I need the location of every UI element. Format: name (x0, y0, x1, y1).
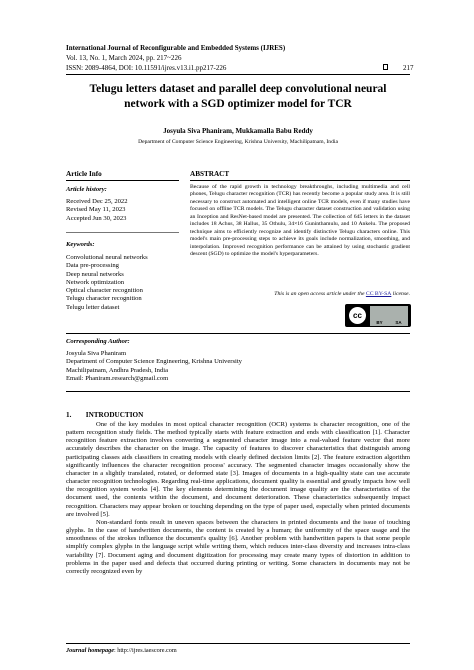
abstract-heading: ABSTRACT (190, 170, 230, 178)
authors: Josyula Siva Phaniram, Mukkamalla Babu Reddy (163, 127, 313, 135)
corresponding-bottom-rule (66, 391, 410, 392)
header-rule (66, 74, 410, 75)
corresponding-top-rule (66, 333, 410, 334)
open-access-prefix: This is an open access article under the (274, 291, 366, 297)
article-history-heading: Article history: (66, 186, 107, 193)
intro-paragraph-2: Non-standard fonts result in uneven spaces between the characters in printed documents and the issue of touching glyphs. In the case of handwritten documents, the content is created by a human; the uniformity of the space usage and the smoothness of the strokes influence the document's quality [6]. Another problem with handwritten papers is that some people simplify complex glyphs in the language script while writing them, which reduces inter-class diversity and increases intra-class variability [7]. Document aging and document digitization for processing may create many types of distortion in addition to problems in the paper used and defects that occurred during printing or writing. Some characters in documents may not be correctly recognized even by (66, 518, 410, 575)
keyword-item: Convolutional neural networks (66, 254, 148, 261)
keyword-item: Telugu character recognition (66, 295, 142, 303)
corresponding-email: Email: Phaniram.research@gmail.com (66, 374, 169, 382)
article-info-heading: Article Info (66, 170, 102, 178)
by-label: BY (376, 319, 383, 325)
keyword-item: Telugu letter dataset (66, 303, 120, 311)
volume-line: Vol. 13, No. 1, March 2024, pp. 217~226 (66, 54, 182, 62)
abstract-text: Because of the rapid growth in technology breakthroughs, including multimedia and cell phones, Telugu character recognition (TCR) has recently become a popular study area. It is still necessary to construct automated and intelligent online TCR models, even if many studies have focused on offline TCR models. The Telugu character dataset construction and validation using an Inception and ResNet-based model are presented. The collection of 645 letters in the dataset includes 18 Achus, 38 Hallus, 35 Othulu, 34×16 Guninthamulu, and 10 Ankelu. The proposed technique aims to efficiently recognize and identify distinctive Telugu characters online. This model's main pre-processing steps to achieve its goals include normalization, smoothing, and interpolation. Improved recognition performance can be attained by using stochastic gradient descent (SGD) to optimize the model's hyperparameters. (190, 184, 410, 258)
open-access-suffix: license. (391, 291, 410, 297)
corresponding-author-heading: Corresponding Author: (66, 338, 130, 345)
article-info-rule (66, 180, 179, 181)
keywords-list (66, 254, 148, 312)
sa-label: SA (395, 319, 402, 325)
keywords-heading: Keywords: (66, 241, 95, 248)
title-line-2: network with a SGD optimizer model for TCR (124, 98, 352, 110)
license-link[interactable]: CC BY-SA (365, 291, 392, 297)
cc-license-badge[interactable] (345, 304, 411, 327)
article-history-list (66, 198, 128, 223)
introduction-body (66, 421, 410, 576)
by-sa-icons (370, 306, 408, 326)
keyword-item: Optical character recognition (66, 287, 143, 295)
section-heading-introduction: 1. INTRODUCTION (66, 411, 144, 419)
history-received: Received Dec 25, 2022 (66, 198, 128, 205)
keyword-item: Deep neural networks (66, 270, 124, 278)
journal-box-icon (383, 64, 388, 70)
keyword-item: Data pre-processing (66, 262, 119, 270)
corresponding-name: Josyula Siva Phaniram (66, 350, 127, 357)
homepage-url[interactable]: : http://ijres.iaescore.com (113, 647, 177, 654)
history-divider (66, 232, 179, 233)
title-line-1: Telugu letters dataset and parallel deep convolutional neural (89, 83, 387, 95)
creative-commons-icon: cc (348, 306, 367, 325)
history-revised: Revised May 11, 2023 (66, 206, 126, 214)
footer-rule (66, 643, 410, 644)
page-number: 217 (403, 64, 414, 72)
corresponding-dept: Department of Computer Science Engineering, Krishna University (66, 358, 242, 366)
affiliation: Department of Computer Science Engineering, Krishna University, Machilipatnam, India (138, 139, 338, 145)
journal-homepage (66, 647, 177, 655)
corresponding-author-details (66, 350, 242, 383)
history-accepted: Accepted Jun 30, 2023 (66, 214, 127, 222)
open-access-note (190, 290, 410, 298)
issn-doi-line: ISSN: 2089-4864, DOI: 10.11591/ijres.v13.i1.pp217-226 (66, 64, 227, 72)
journal-name: International Journal of Reconfigurable and Embedded Systems (IJRES) (66, 44, 286, 52)
corresponding-city: Machilipatnam, Andhra Pradesh, India (66, 366, 168, 374)
paper-title (66, 82, 410, 112)
abstract-rule (190, 180, 410, 181)
intro-paragraph-1: One of the key modules in most optical character recognition (OCR) systems is character recognition, one of the pattern recognition study fields. The method typically starts with feature extraction and ends with classification [1]. Character recognition feature extraction involves converting a segmented character image into a real-valued feature vector that more accurately describes the character on the image. The capacity of features to discover characteristics that distinguish among participating classes aids classifiers in creating models with clearly defined decision limits [2]. The feature extraction algorithm significantly influences the character recognition process' accuracy. The segmented character images occasionally show the character in a slightly translated, rotated, or deformed state [3]. Images of documents in a high-quality state can use accurate character recognition technologies. Regarding real-time applications, document quality is essential and greatly impacts how well the recognition system works [4]. The key elements determining the document image quality are the characteristics of the document used, the contents within the document, and document deterioration. These characteristics subsequently impact recognition. Characters may appear broken or touching depending on the type of paper used, especially when printed documents are involved [5]. (66, 421, 410, 518)
keyword-item: Network optimization (66, 278, 125, 286)
homepage-label: Journal homepage (66, 647, 114, 654)
